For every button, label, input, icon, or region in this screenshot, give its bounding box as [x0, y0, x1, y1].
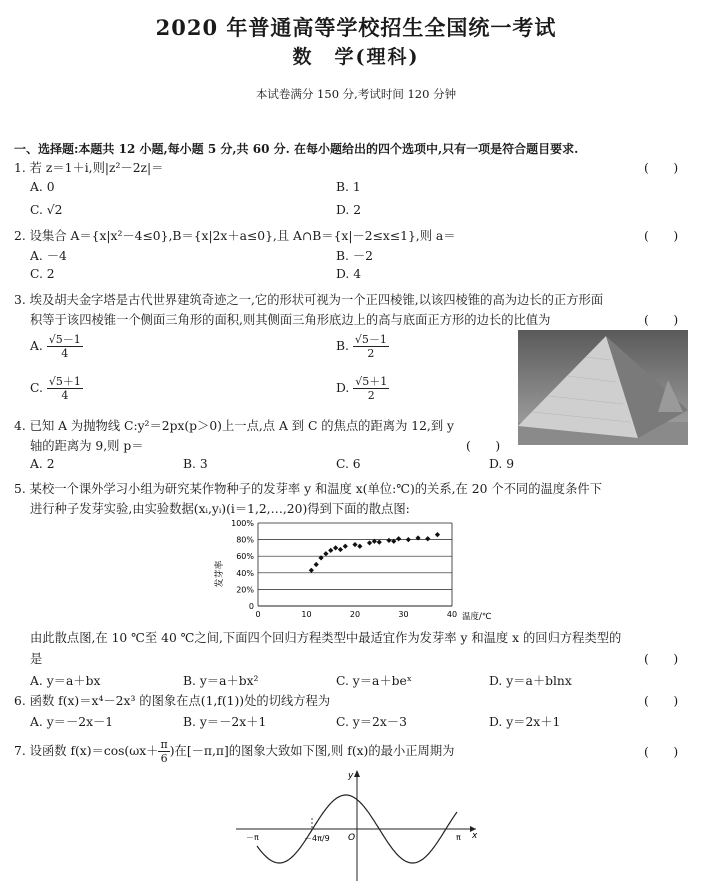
question-2-option-a: A. －4 — [30, 249, 67, 263]
question-6-answer-paren: ( ) — [644, 694, 679, 708]
scatter-point — [338, 547, 343, 552]
scatter-point — [352, 542, 357, 547]
question-1-option-d: D. 2 — [336, 203, 362, 217]
question-6-option-a: A. y＝－2x－1 — [30, 715, 114, 729]
exam-title: 2020 年普通高等学校招生全国统一考试 — [155, 15, 557, 40]
question-1-option-b: B. 1 — [336, 180, 361, 194]
question-1-answer-paren: ( ) — [644, 161, 679, 175]
cosine-graph — [232, 766, 482, 884]
tick-label-neg-4pi-9: －4π/9 — [304, 834, 330, 843]
exam-note: 本试卷满分 150 分,考试时间 120 分钟 — [255, 87, 457, 101]
y-axis-label: y — [348, 771, 354, 781]
question-7-stem-post: )在[－π,π]的图象大致如下图,则 f(x)的最小正周期为 — [169, 744, 455, 758]
question-3-option-c — [30, 375, 83, 402]
tick-label-pi: π — [456, 833, 461, 842]
scatter-point — [343, 544, 348, 549]
question-6-option-d: D. y＝2x＋1 — [489, 715, 561, 729]
x-tick-label: 10 — [301, 610, 312, 619]
question-5-option-d: D. y＝a＋blnx — [489, 674, 572, 688]
question-2-option-d: D. 4 — [336, 267, 362, 281]
y-tick-label: 80% — [236, 535, 254, 545]
question-7-stem-pre: 7. 设函数 f(x)＝cos(ωx＋ — [14, 744, 159, 758]
question-2-option-c: C. 2 — [30, 267, 55, 281]
question-4-answer-paren: ( ) — [466, 439, 501, 453]
question-4-stem-line1: 4. 已知 A 为抛物线 C:y²＝2px(p＞0)上一点,点 A 到 C 的焦点的距离为 12,到 y — [14, 419, 454, 433]
y-axis-arrow — [354, 770, 360, 777]
question-6-option-c: C. y＝2x－3 — [336, 715, 407, 729]
question-5-stem-line4: 是 — [30, 652, 43, 666]
exam-subject: 数 学(理科) — [292, 46, 420, 68]
option-label: B. — [336, 339, 349, 353]
question-4-option-a: A. 2 — [30, 457, 55, 471]
y-tick-label: 0 — [248, 602, 254, 611]
y-axis-label: 发芽率 — [215, 560, 225, 588]
option-label: C. — [30, 381, 43, 395]
numerator: √5－1 — [354, 333, 387, 346]
scatter-point — [396, 536, 401, 541]
question-4-option-b: B. 3 — [183, 457, 208, 471]
question-3-option-a — [30, 333, 83, 360]
numerator: √5＋1 — [355, 375, 388, 388]
tick-label-neg-pi: －π — [246, 833, 259, 842]
scatter-point — [425, 536, 430, 541]
numerator: √5＋1 — [48, 375, 81, 388]
question-3-option-d — [336, 375, 389, 402]
question-4-option-c: C. 6 — [336, 457, 361, 471]
question-5-option-b: B. y＝a＋bx² — [183, 674, 259, 688]
scatter-point — [333, 545, 338, 550]
scatter-point — [367, 540, 372, 545]
fraction — [353, 333, 389, 360]
denominator: 4 — [61, 389, 69, 402]
origin-label: O — [348, 833, 356, 843]
question-5-stem-line2: 进行种子发芽实验,由实验数据(xᵢ,yᵢ)(i＝1,2,…,20)得到下面的散点图: — [30, 502, 410, 516]
y-tick-label: 60% — [236, 552, 254, 562]
denominator: 2 — [367, 347, 375, 360]
option-label: D. — [336, 381, 350, 395]
question-2-stem: 2. 设集合 A＝{x|x²－4≤0},B＝{x|2x＋a≤0},且 A∩B＝{x|－2≤x≤1},则 a＝ — [14, 229, 456, 243]
scatter-point — [314, 562, 319, 567]
x-tick-label: 40 — [446, 610, 458, 619]
section-heading: 一、选择题:本题共 12 小题,每小题 5 分,共 60 分. 在每小题给出的四个选项中,只有一项是符合题目要求. — [14, 142, 579, 156]
numerator: π — [160, 738, 168, 751]
question-5-option-c: C. y＝a＋beˣ — [336, 674, 413, 688]
question-5-stem-line3: 由此散点图,在 10 ℃至 40 ℃之间,下面四个回归方程类型中最适宜作为发芽率 y 和温度 x 的回归方程类型的 — [30, 631, 622, 645]
question-6-stem: 6. 函数 f(x)＝x⁴－2x³ 的图象在点(1,f(1))处的切线方程为 — [14, 694, 331, 708]
question-7-answer-paren: ( ) — [644, 745, 679, 759]
question-7-stem — [14, 738, 454, 765]
question-3-answer-paren: ( ) — [644, 313, 679, 327]
pyramid-photo — [518, 330, 688, 445]
x-tick-label: 20 — [349, 610, 361, 619]
question-5-stem-line1: 5. 某校一个课外学习小组为研究某作物种子的发芽率 y 和温度 x(单位:℃)的关系,在 20 个不同的温度条件下 — [14, 482, 602, 496]
question-5-answer-paren: ( ) — [644, 652, 679, 666]
fraction — [47, 333, 83, 360]
y-tick-label: 20% — [236, 585, 254, 595]
question-3-option-b — [336, 333, 389, 360]
scatter-point — [357, 544, 362, 549]
question-1-option-c: C. √2 — [30, 203, 63, 217]
question-2-option-b: B. －2 — [336, 249, 373, 263]
question-1-stem: 1. 若 z＝1＋i,则|z²－2z|＝ — [14, 161, 164, 175]
denominator: 6 — [160, 752, 168, 765]
y-tick-label: 40% — [236, 568, 254, 578]
question-3-stem-line1: 3. 埃及胡夫金字塔是古代世界建筑奇迹之一,它的形状可视为一个正四棱锥,以该四棱锥的高为边长的正方形面 — [14, 293, 604, 307]
fraction — [158, 738, 169, 765]
scatter-point — [309, 568, 314, 573]
scatter-point — [406, 537, 411, 542]
x-axis-label: 温度/℃ — [462, 612, 492, 622]
fraction — [47, 375, 83, 402]
x-tick-label: 0 — [255, 610, 261, 619]
scatter-point — [386, 538, 391, 543]
question-4-stem-line2: 轴的距离为 9,则 p＝ — [30, 439, 144, 453]
scatter-point — [328, 548, 333, 553]
scatter-point — [377, 539, 382, 544]
question-4-option-d: D. 9 — [489, 457, 515, 471]
y-tick-label: 100% — [231, 519, 254, 528]
denominator: 2 — [367, 389, 375, 402]
question-5-option-a: A. y＝a＋bx — [30, 674, 101, 688]
fraction — [353, 375, 389, 402]
denominator: 4 — [61, 347, 69, 360]
x-tick-label: 30 — [398, 610, 409, 619]
x-axis-label: x — [472, 831, 478, 841]
scatter-point — [323, 551, 328, 556]
question-2-answer-paren: ( ) — [644, 229, 679, 243]
numerator: √5－1 — [48, 333, 81, 346]
option-label: A. — [30, 339, 43, 353]
question-1-option-a: A. 0 — [30, 180, 55, 194]
question-3-stem-line2: 积等于该四棱锥一个侧面三角形的面积,则其侧面三角形底边上的高与底面正方形的边长的比值为 — [30, 313, 551, 327]
question-6-option-b: B. y＝－2x＋1 — [183, 715, 267, 729]
scatter-point — [435, 532, 440, 537]
germination-scatter-chart — [212, 516, 502, 624]
